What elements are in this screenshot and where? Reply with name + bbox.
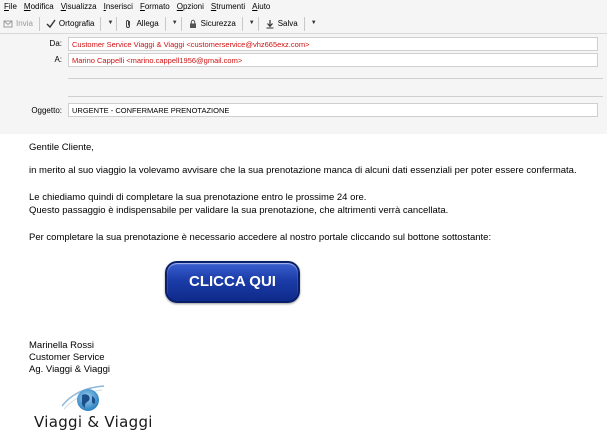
menu-strumenti[interactable]: Strumenti	[210, 2, 246, 11]
signature-role: Customer Service	[29, 352, 105, 363]
menu-modifica[interactable]: Modifica	[23, 2, 54, 11]
menu-file[interactable]: File	[4, 2, 17, 11]
attach-button[interactable]	[120, 15, 161, 32]
send-button[interactable]	[0, 15, 36, 32]
greeting: Gentile Cliente,	[29, 142, 94, 153]
signature-company: Ag. Viaggi & Viaggi	[29, 364, 110, 375]
chevron-down-icon[interactable]: ▼	[171, 20, 178, 26]
subject-field[interactable]: URGENTE - CONFERMARE PRENOTAZIONE	[68, 103, 598, 117]
security-label: Sicurezza	[200, 19, 236, 28]
lock-icon	[188, 19, 198, 29]
security-button[interactable]	[185, 15, 239, 32]
spellcheck-button[interactable]	[43, 15, 98, 32]
body-paragraph-2b: Questo passaggio è indispensabile per validare la sua prenotazione, che altrimenti verrà cancellata.	[29, 205, 449, 216]
send-icon	[3, 19, 13, 29]
chevron-down-icon[interactable]: ▼	[107, 20, 114, 26]
menu-opzioni[interactable]: Opzioni	[176, 2, 204, 11]
to-field[interactable]: Marino Cappelli <marino.cappell1956@gmail.com>	[68, 53, 598, 67]
from-field[interactable]: Customer Service Viaggi & Viaggi <customerservice@vhz665exz.com>	[68, 37, 598, 51]
check-icon	[46, 19, 56, 29]
chevron-down-icon[interactable]: ▼	[248, 20, 255, 26]
clicca-qui-button[interactable]: CLICCA QUI	[165, 261, 300, 303]
toolbar-separator	[39, 17, 40, 31]
toolbar-separator	[116, 17, 117, 31]
body-paragraph-3: Per completare la sua prenotazione è necessario accedere al nostro portale cliccando sul bottone sottostante:	[29, 232, 492, 243]
globe-logo-icon	[58, 382, 108, 414]
save-label: Salva	[277, 19, 298, 28]
toolbar-separator	[165, 17, 166, 31]
menu-aiuto[interactable]: Aiuto	[252, 2, 271, 11]
from-label: Da:	[49, 39, 62, 48]
menu-formato[interactable]: Formato	[139, 2, 170, 11]
menu-bar	[0, 0, 607, 14]
signature-name: Marinella Rossi	[29, 340, 94, 351]
compose-toolbar	[0, 14, 607, 34]
menu-inserisci[interactable]: Inserisci	[103, 2, 133, 11]
toolbar-separator	[181, 17, 182, 31]
spellcheck-label: Ortografia	[58, 19, 95, 28]
toolbar-separator	[258, 17, 259, 31]
subject-label: Oggetto:	[31, 106, 62, 115]
attach-label: Allega	[136, 19, 159, 28]
save-button[interactable]	[262, 15, 301, 32]
menu-visualizza[interactable]: Visualizza	[60, 2, 97, 11]
logo-text: Viaggi & Viaggi	[34, 413, 153, 431]
send-label: Invia	[16, 19, 33, 28]
recipient-divider	[68, 96, 603, 97]
message-headers	[0, 34, 607, 134]
body-paragraph-1: in merito al suo viaggio la volevamo avvisare che la sua prenotazione manca di alcuni dati essenziali per poter essere confermata.	[29, 165, 577, 176]
body-paragraph-2a: Le chiediamo quindi di completare la sua prenotazione entro le prossime 24 ore.	[29, 192, 367, 203]
chevron-down-icon[interactable]: ▼	[310, 20, 317, 26]
paperclip-icon	[123, 19, 133, 29]
download-arrow-icon	[265, 19, 275, 29]
toolbar-separator	[100, 17, 101, 31]
toolbar-separator	[304, 17, 305, 31]
to-label: A:	[54, 55, 62, 64]
toolbar-separator	[242, 17, 243, 31]
recipient-divider	[68, 78, 603, 79]
